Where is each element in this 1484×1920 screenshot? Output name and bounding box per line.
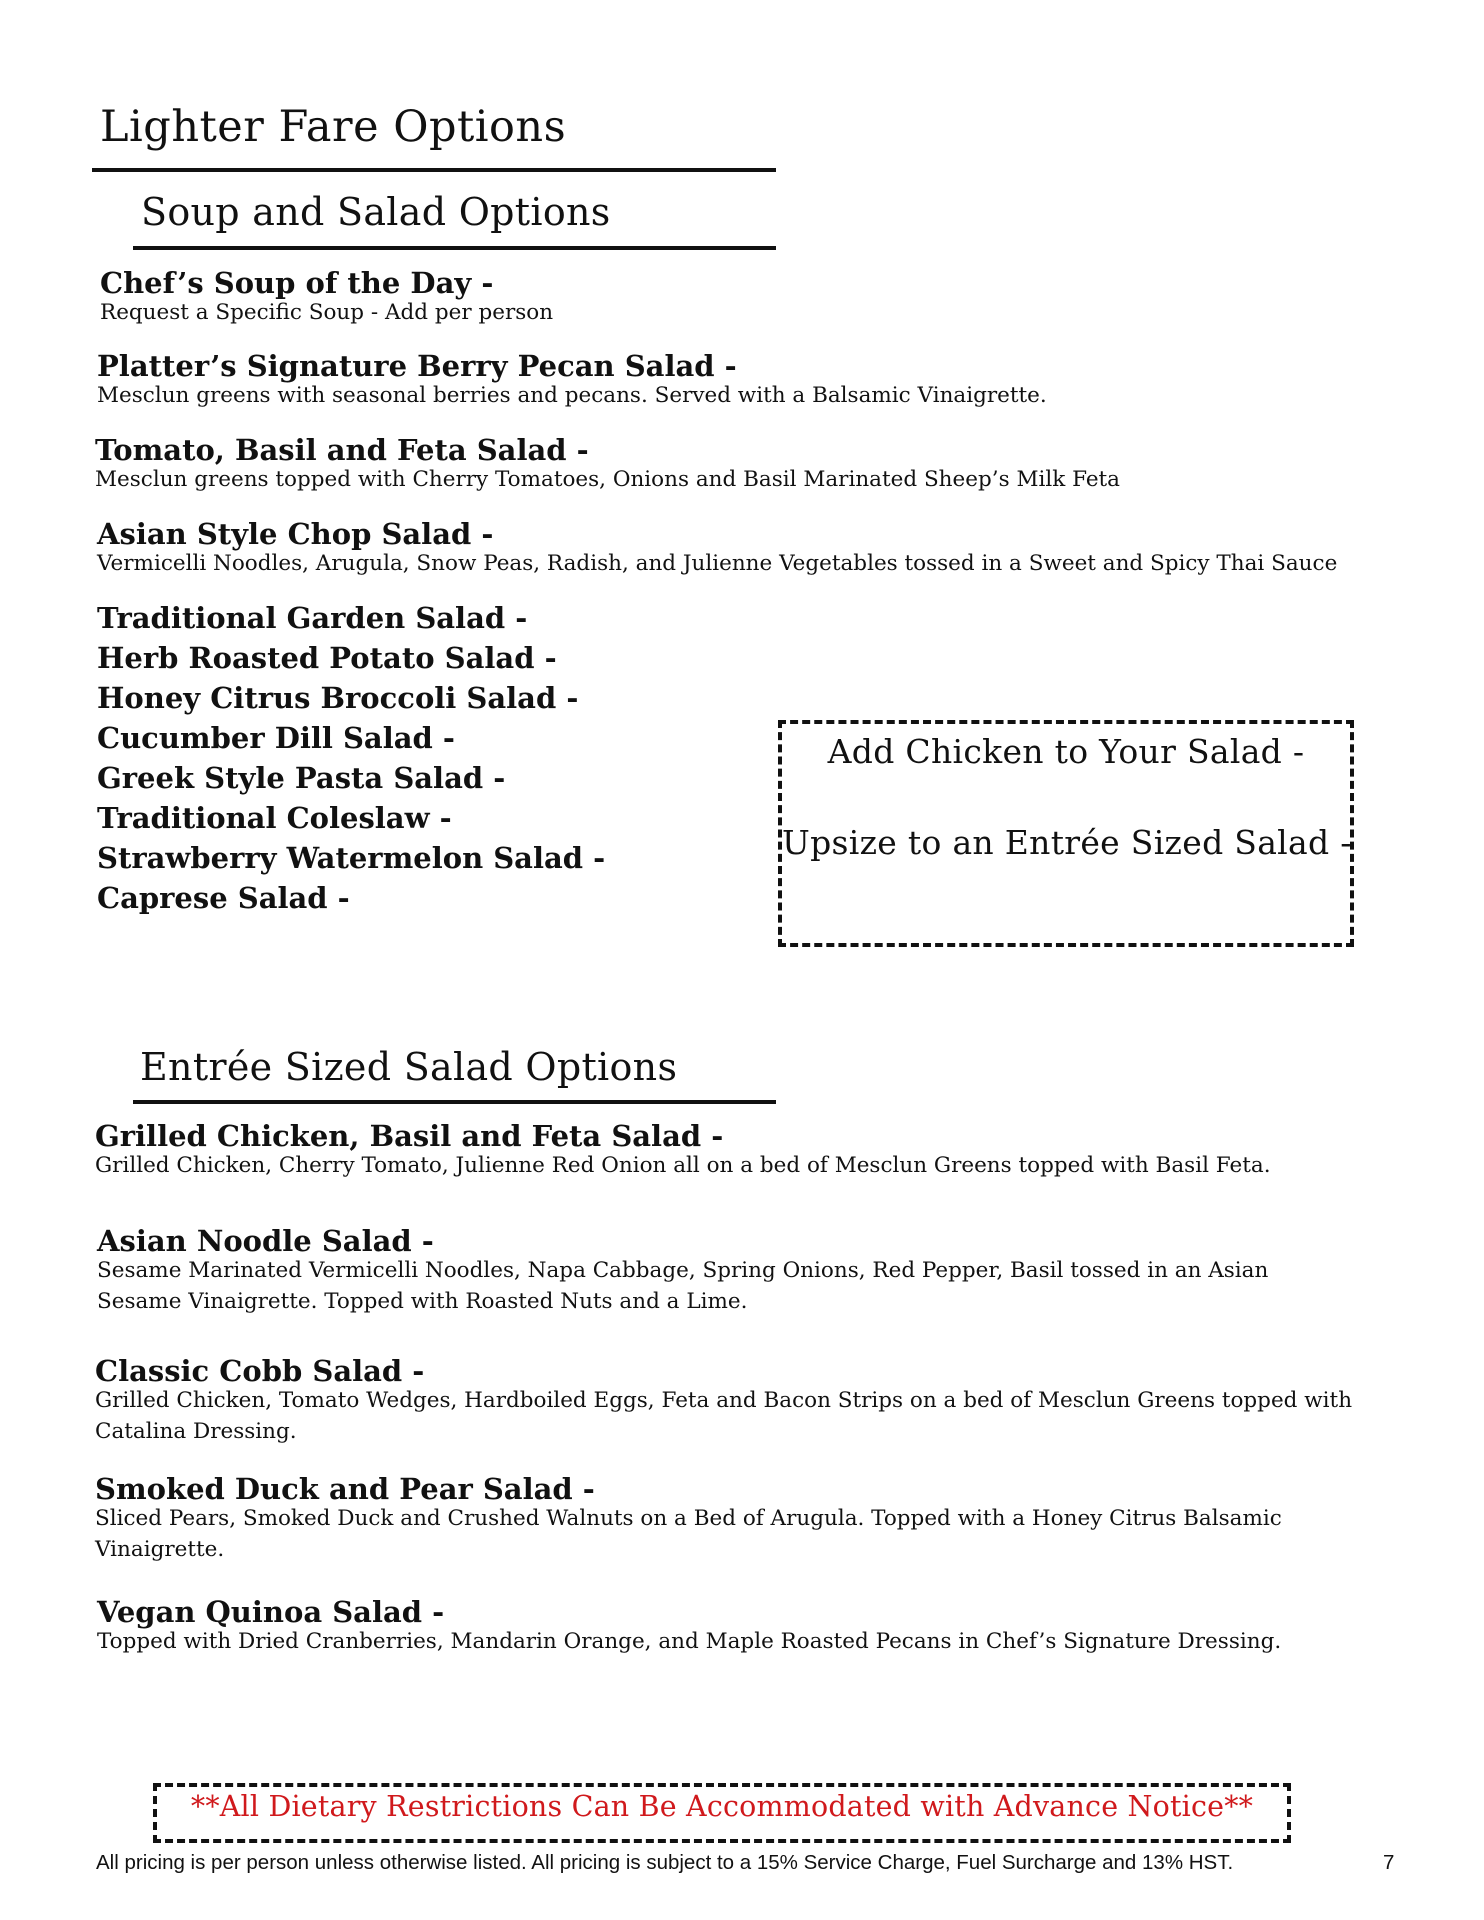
entree-item — [97, 1595, 1397, 1657]
list-item: Honey Citrus Broccoli Salad - — [97, 681, 579, 715]
page-title: Lighter Fare Options — [100, 102, 567, 152]
item-description: Sesame Marinated Vermicelli Noodles, Napa Cabbage, Spring Onions, Red Pepper, Basil tossed in an Asian Sesame Vinaigrette. Topped with Roasted Nuts and a Lime. — [97, 1258, 1269, 1314]
list-item: Caprese Salad - — [97, 881, 350, 915]
item-name: Grilled Chicken, Basil and Feta Salad - — [95, 1119, 724, 1153]
item-name: Tomato, Basil and Feta Salad - — [95, 433, 589, 467]
side-salad-list — [97, 598, 605, 918]
list-item: Strawberry Watermelon Salad - — [97, 841, 606, 875]
page-title-underline — [92, 168, 776, 172]
soup-salad-item — [97, 349, 1047, 411]
entree-item — [97, 1224, 1357, 1317]
item-name: Asian Style Chop Salad - — [97, 517, 494, 551]
item-description: Mesclun greens topped with Cherry Tomatoes, Onions and Basil Marinated Sheep’s Milk Feta — [95, 467, 1120, 492]
item-description: Topped with Dried Cranberries, Mandarin Orange, and Maple Roasted Pecans in Chef’s Signature Dressing. — [97, 1629, 1282, 1654]
entree-item — [95, 1472, 1375, 1565]
item-description: Grilled Chicken, Tomato Wedges, Hardboiled Eggs, Feta and Bacon Strips on a bed of Mesclun Greens topped with Catalina Dressing. — [95, 1388, 1353, 1444]
item-description: Vermicelli Noodles, Arugula, Snow Peas, Radish, and Julienne Vegetables tossed in a Sweet and Spicy Thai Sauce — [97, 551, 1338, 576]
list-item: Greek Style Pasta Salad - — [97, 761, 506, 795]
soup-salad-item — [97, 517, 1337, 579]
item-description: Sliced Pears, Smoked Duck and Crushed Walnuts on a Bed of Arugula. Topped with a Honey Citrus Balsamic Vinaigrette. — [95, 1506, 1282, 1562]
pricing-footnote: All pricing is per person unless otherwise listed. All pricing is subject to a 15% Service Charge, Fuel Surcharge and 13% HST. — [96, 1851, 1234, 1874]
list-item: Traditional Coleslaw - — [97, 801, 452, 835]
list-item: Herb Roasted Potato Salad - — [97, 641, 557, 675]
soup-salad-heading-underline — [133, 246, 776, 250]
item-name: Smoked Duck and Pear Salad - — [95, 1472, 595, 1506]
page-number: 7 — [1383, 1851, 1395, 1874]
dietary-notice: **All Dietary Restrictions Can Be Accommodated with Advance Notice** — [190, 1790, 1254, 1823]
soup-salad-item — [95, 433, 1120, 495]
item-description: Mesclun greens with seasonal berries and pecans. Served with a Balsamic Vinaigrette. — [97, 383, 1047, 408]
item-name: Platter’s Signature Berry Pecan Salad - — [97, 349, 737, 383]
item-name: Asian Noodle Salad - — [97, 1224, 434, 1258]
soup-salad-heading: Soup and Salad Options — [141, 190, 611, 234]
soup-salad-item — [100, 266, 553, 328]
upsize-entree-label: Upsize to an Entrée Sized Salad - — [782, 823, 1352, 862]
item-name: Classic Cobb Salad - — [95, 1354, 425, 1388]
item-description: Request a Specific Soup - Add per person — [100, 300, 554, 325]
add-chicken-label: Add Chicken to Your Salad - — [827, 732, 1305, 771]
list-item: Traditional Garden Salad - — [97, 601, 528, 635]
list-item: Cucumber Dill Salad - — [97, 721, 455, 755]
entree-heading-underline — [133, 1100, 776, 1104]
item-name: Vegan Quinoa Salad - — [97, 1595, 445, 1629]
entree-heading: Entrée Sized Salad Options — [140, 1045, 678, 1089]
item-name: Chef’s Soup of the Day - — [100, 266, 494, 300]
entree-item — [95, 1354, 1375, 1447]
entree-item — [95, 1119, 1395, 1181]
item-description: Grilled Chicken, Cherry Tomato, Julienne Red Onion all on a bed of Mesclun Greens topped with Basil Feta. — [95, 1153, 1271, 1178]
